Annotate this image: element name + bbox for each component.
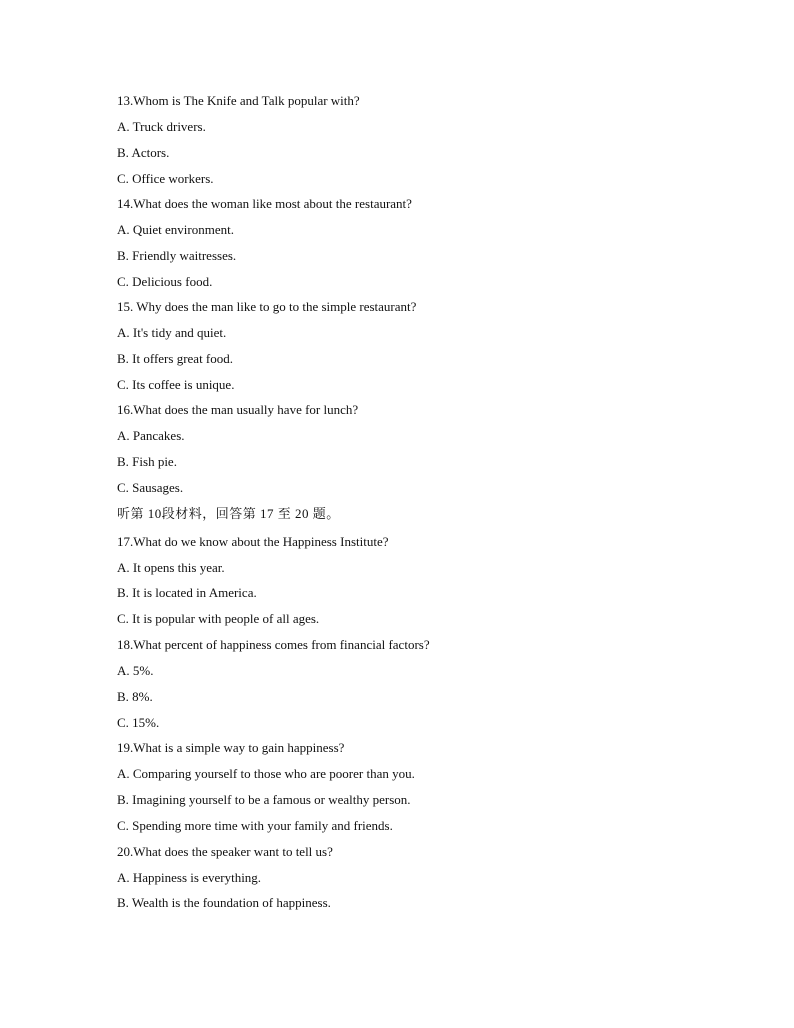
q19-option-a: A. Comparing yourself to those who are poorer than you. (117, 766, 415, 781)
q20-option-b: B. Wealth is the foundation of happiness. (117, 895, 331, 910)
q16-option-b: B. Fish pie. (117, 454, 177, 469)
question-15: 15. Why does the man like to go to the simple restaurant? (117, 299, 417, 314)
q13-option-b: B. Actors. (117, 145, 170, 160)
q17-option-c: C. It is popular with people of all ages. (117, 611, 320, 626)
q15-option-a: A. It's tidy and quiet. (117, 325, 227, 340)
question-17: 17.What do we know about the Happiness Institute? (117, 534, 389, 549)
q14-option-b: B. Friendly waitresses. (117, 248, 237, 263)
q16-option-a: A. Pancakes. (117, 428, 185, 443)
q17-option-a: A. It opens this year. (117, 560, 225, 575)
question-18: 18.What percent of happiness comes from financial factors? (117, 637, 430, 652)
q15-option-c: C. Its coffee is unique. (117, 377, 235, 392)
q14-option-a: A. Quiet environment. (117, 222, 234, 237)
question-16: 16.What does the man usually have for lunch? (117, 402, 359, 417)
q18-option-a: A. 5%. (117, 663, 154, 678)
q18-option-c: C. 15%. (117, 715, 160, 730)
question-19: 19.What is a simple way to gain happiness? (117, 740, 345, 755)
q13-option-a: A. Truck drivers. (117, 119, 206, 134)
q19-option-c: C. Spending more time with your family and friends. (117, 818, 393, 833)
q16-option-c: C. Sausages. (117, 480, 184, 495)
q17-option-b: B. It is located in America. (117, 585, 257, 600)
q13-option-c: C. Office workers. (117, 171, 214, 186)
q15-option-b: B. It offers great food. (117, 351, 234, 366)
question-20: 20.What does the speaker want to tell us? (117, 844, 333, 859)
q19-option-b: B. Imagining yourself to be a famous or wealthy person. (117, 792, 411, 807)
q14-option-c: C. Delicious food. (117, 274, 213, 289)
q18-option-b: B. 8%. (117, 689, 153, 704)
question-13: 13.Whom is The Knife and Talk popular with? (117, 93, 360, 108)
question-14: 14.What does the woman like most about the restaurant? (117, 196, 412, 211)
q20-option-a: A. Happiness is everything. (117, 870, 262, 885)
section-instruction: 听第 10段材料，回答第 17 至 20 题。 (117, 506, 340, 521)
